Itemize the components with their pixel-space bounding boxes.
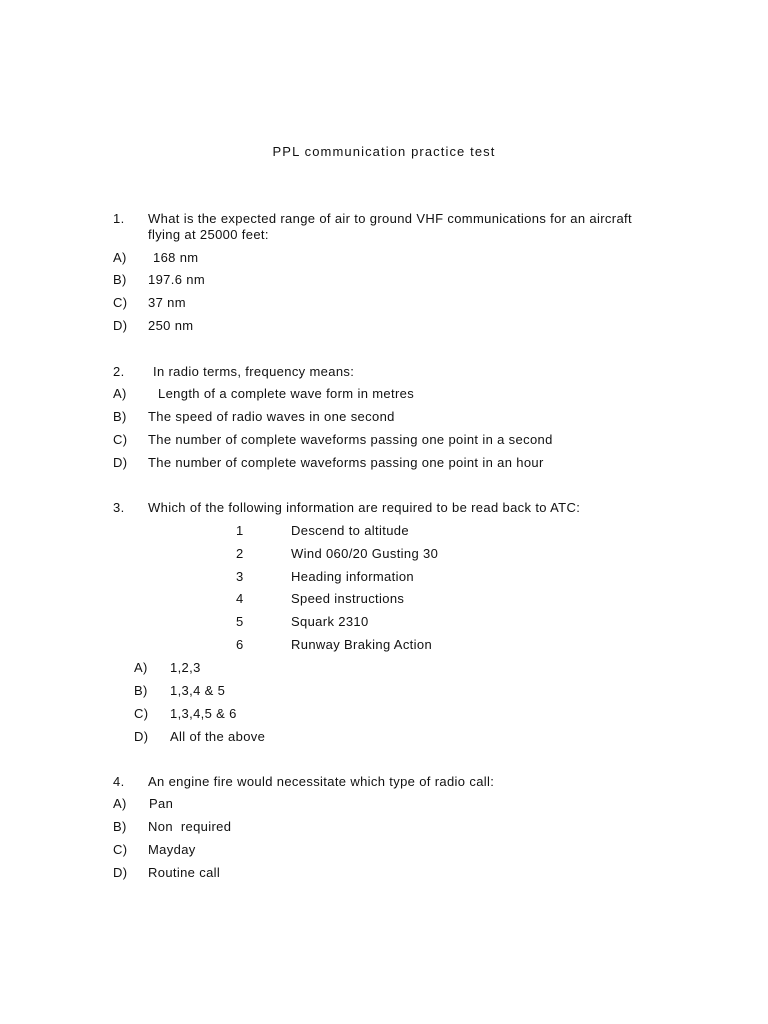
question-2-option-c-text: The number of complete waveforms passing one point in a second — [148, 432, 553, 447]
question-1-option-c-text: 37 nm — [148, 295, 186, 310]
question-3-text: Which of the following information are required to be read back to ATC: — [148, 500, 581, 515]
question-2-text: In radio terms, frequency means: — [153, 364, 355, 379]
question-3-item-4-text: Speed instructions — [291, 591, 405, 606]
question-1-option-a-label: A) — [113, 250, 127, 265]
question-4-option-d-label: D) — [113, 865, 128, 880]
question-3-item-5-number: 5 — [236, 614, 244, 629]
question-3-option-b-label: B) — [134, 683, 148, 698]
question-3-item-4-number: 4 — [236, 591, 244, 606]
question-3-option-a-label: A) — [134, 660, 148, 675]
question-1-option-b-label: B) — [113, 272, 127, 287]
question-4-option-a-text: Pan — [149, 796, 174, 811]
question-1-text-continued: flying at 25000 feet: — [148, 227, 269, 242]
question-2-option-c-label: C) — [113, 432, 128, 447]
question-2-number: 2. — [113, 364, 125, 379]
question-3-option-c-text: 1,3,4,5 & 6 — [170, 706, 237, 721]
question-2-option-d-text: The number of complete waveforms passing one point in an hour — [148, 455, 544, 470]
question-4-option-c-text: Mayday — [148, 842, 196, 857]
question-2-option-b-text: The speed of radio waves in one second — [148, 409, 395, 424]
question-3-item-2-number: 2 — [236, 546, 244, 561]
question-3-item-6-text: Runway Braking Action — [291, 637, 433, 652]
question-1-option-c-label: C) — [113, 295, 128, 310]
question-3-option-a-text: 1,2,3 — [170, 660, 201, 675]
question-1-option-b-text: 197.6 nm — [148, 272, 206, 287]
question-4-text: An engine fire would necessitate which type of radio call: — [148, 774, 495, 789]
question-3-item-6-number: 6 — [236, 637, 244, 652]
question-2-option-d-label: D) — [113, 455, 128, 470]
question-3-option-c-label: C) — [134, 706, 149, 721]
question-1-option-d-text: 250 nm — [148, 318, 194, 333]
question-2-option-a-label: A) — [113, 386, 127, 401]
question-2-option-a-text: Length of a complete wave form in metres — [158, 386, 415, 401]
question-1-option-d-label: D) — [113, 318, 128, 333]
question-1-text: What is the expected range of air to ground VHF communications for an aircraft — [148, 211, 632, 226]
question-3-item-5-text: Squark 2310 — [291, 614, 369, 629]
question-3-item-1-number: 1 — [236, 523, 244, 538]
question-3-item-1-text: Descend to altitude — [291, 523, 409, 538]
page-title: PPL communication practice test — [272, 144, 496, 159]
question-3-option-d-label: D) — [134, 729, 149, 744]
question-2-option-b-label: B) — [113, 409, 127, 424]
question-1-option-a-text: 168 nm — [153, 250, 199, 265]
question-4-option-b-label: B) — [113, 819, 127, 834]
question-4-option-c-label: C) — [113, 842, 128, 857]
question-4-option-b-text: Non required — [148, 819, 232, 834]
question-4-option-a-label: A) — [113, 796, 127, 811]
question-3-option-d-text: All of the above — [170, 729, 266, 744]
question-3-item-2-text: Wind 060/20 Gusting 30 — [291, 546, 439, 561]
question-1-number: 1. — [113, 211, 125, 226]
question-3-number: 3. — [113, 500, 125, 515]
question-4-option-d-text: Routine call — [148, 865, 221, 880]
question-3-option-b-text: 1,3,4 & 5 — [170, 683, 226, 698]
question-3-item-3-text: Heading information — [291, 569, 414, 584]
question-4-number: 4. — [113, 774, 125, 789]
question-3-item-3-number: 3 — [236, 569, 244, 584]
